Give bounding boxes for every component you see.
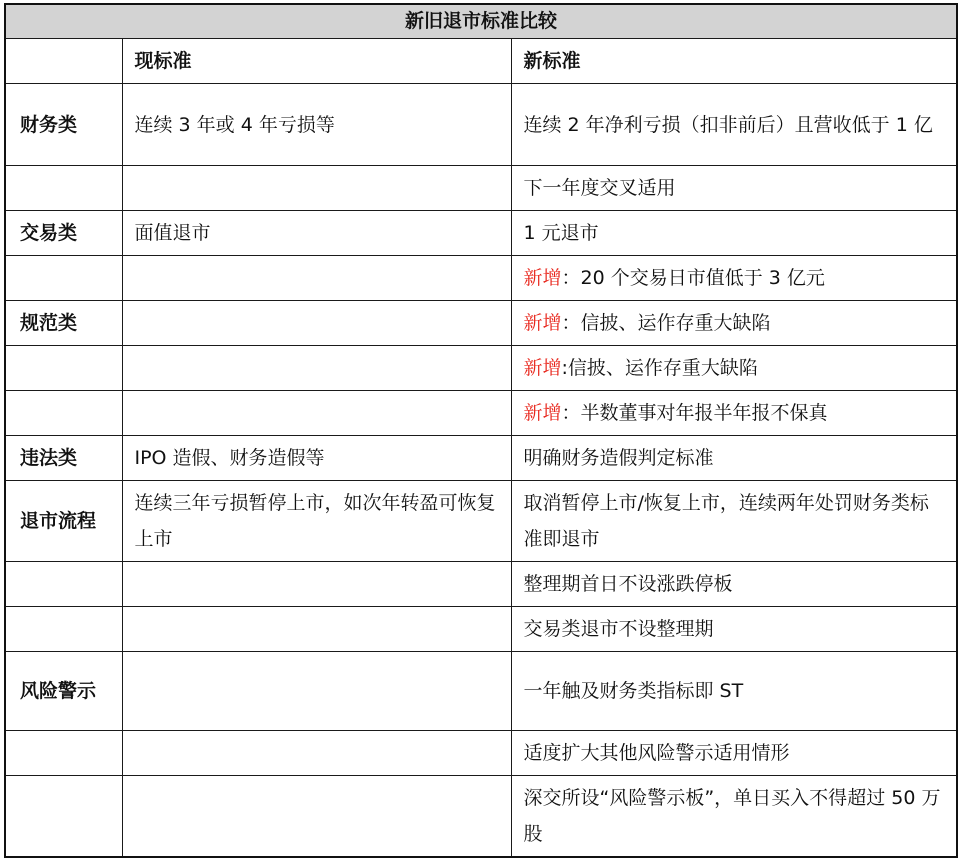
- new-cell: [511, 84, 957, 166]
- new-text: ：20 个交易日市值低于 3 亿元: [561, 267, 825, 289]
- new-text: ：半数董事对年报半年报不保真: [561, 402, 828, 424]
- table-row: [5, 211, 957, 256]
- category-cell: [5, 346, 122, 391]
- title-row: [5, 4, 957, 39]
- category-cell: [5, 607, 122, 652]
- current-cell: [122, 652, 511, 731]
- category-cell: [5, 562, 122, 607]
- category-cell: 规范类: [5, 301, 122, 346]
- new-tag: 新增: [523, 312, 562, 334]
- category-cell: [5, 776, 122, 858]
- new-cell: [511, 436, 957, 481]
- new-text: 一年触及财务类指标即 ST: [523, 680, 744, 702]
- current-cell: [122, 776, 511, 858]
- category-cell: [5, 391, 122, 436]
- new-cell: [511, 391, 957, 436]
- table-row: [5, 481, 957, 562]
- current-cell: [122, 256, 511, 301]
- table-row: [5, 731, 957, 776]
- new-text: 连续 2 年净利亏损（扣非前后）且营收低于 1 亿: [523, 113, 933, 136]
- new-cell: [511, 346, 957, 391]
- current-cell: [122, 391, 511, 436]
- new-text: 下一年度交叉适用: [523, 177, 676, 199]
- new-cell: [511, 562, 957, 607]
- new-text: 交易类退市不设整理期: [523, 618, 714, 640]
- new-tag: 新增: [523, 267, 562, 289]
- new-text: 1 元退市: [523, 222, 599, 244]
- current-cell: [122, 301, 511, 346]
- table-row: [5, 436, 957, 481]
- current-cell: 连续 3 年或 4 年亏损等: [122, 84, 511, 166]
- current-cell: 连续三年亏损暂停上市，如次年转盈可恢复上市: [122, 481, 511, 562]
- table-row: [5, 652, 957, 731]
- new-cell: [511, 256, 957, 301]
- current-cell: [122, 607, 511, 652]
- table-row: [5, 84, 957, 166]
- category-cell: 违法类: [5, 436, 122, 481]
- new-text: 明确财务造假判定标准: [523, 447, 714, 469]
- category-cell: 退市流程: [5, 481, 122, 562]
- new-cell: [511, 166, 957, 211]
- new-text: ：信披、运作存重大缺陷: [561, 312, 771, 334]
- current-cell: [122, 166, 511, 211]
- new-cell: [511, 481, 957, 562]
- new-text: 深交所设“风险警示板”，单日买入不得超过 50 万股: [523, 787, 941, 845]
- new-cell: [511, 731, 957, 776]
- table-row: [5, 391, 957, 436]
- new-text: 适度扩大其他风险警示适用情形: [523, 742, 790, 764]
- table-row: [5, 562, 957, 607]
- current-cell: [122, 346, 511, 391]
- new-cell: [511, 607, 957, 652]
- new-text: 取消暂停上市/恢复上市，连续两年处罚财务类标准即退市: [523, 492, 929, 550]
- new-cell: [511, 652, 957, 731]
- category-cell: 风险警示: [5, 652, 122, 731]
- header-category: [5, 39, 122, 84]
- table-title: 新旧退市标准比较: [5, 4, 957, 39]
- header-row: [5, 39, 957, 84]
- table-row: [5, 301, 957, 346]
- current-cell: 面值退市: [122, 211, 511, 256]
- new-cell: [511, 301, 957, 346]
- header-current: 现标准: [122, 39, 511, 84]
- table-row: [5, 256, 957, 301]
- category-cell: [5, 166, 122, 211]
- comparison-table: [4, 3, 958, 858]
- current-cell: [122, 562, 511, 607]
- new-cell: [511, 776, 957, 858]
- table-row: [5, 607, 957, 652]
- table-row: [5, 166, 957, 211]
- category-cell: [5, 256, 122, 301]
- current-cell: [122, 731, 511, 776]
- table-row: [5, 776, 957, 858]
- new-tag: 新增: [523, 402, 562, 424]
- new-text: 整理期首日不设涨跌停板: [523, 573, 733, 595]
- current-cell: IPO 造假、财务造假等: [122, 436, 511, 481]
- new-tag: 新增: [523, 357, 562, 379]
- new-cell: [511, 211, 957, 256]
- category-cell: [5, 731, 122, 776]
- category-cell: 财务类: [5, 84, 122, 166]
- header-new: 新标准: [511, 39, 957, 84]
- table-row: [5, 346, 957, 391]
- new-text: :信披、运作存重大缺陷: [561, 357, 758, 379]
- category-cell: 交易类: [5, 211, 122, 256]
